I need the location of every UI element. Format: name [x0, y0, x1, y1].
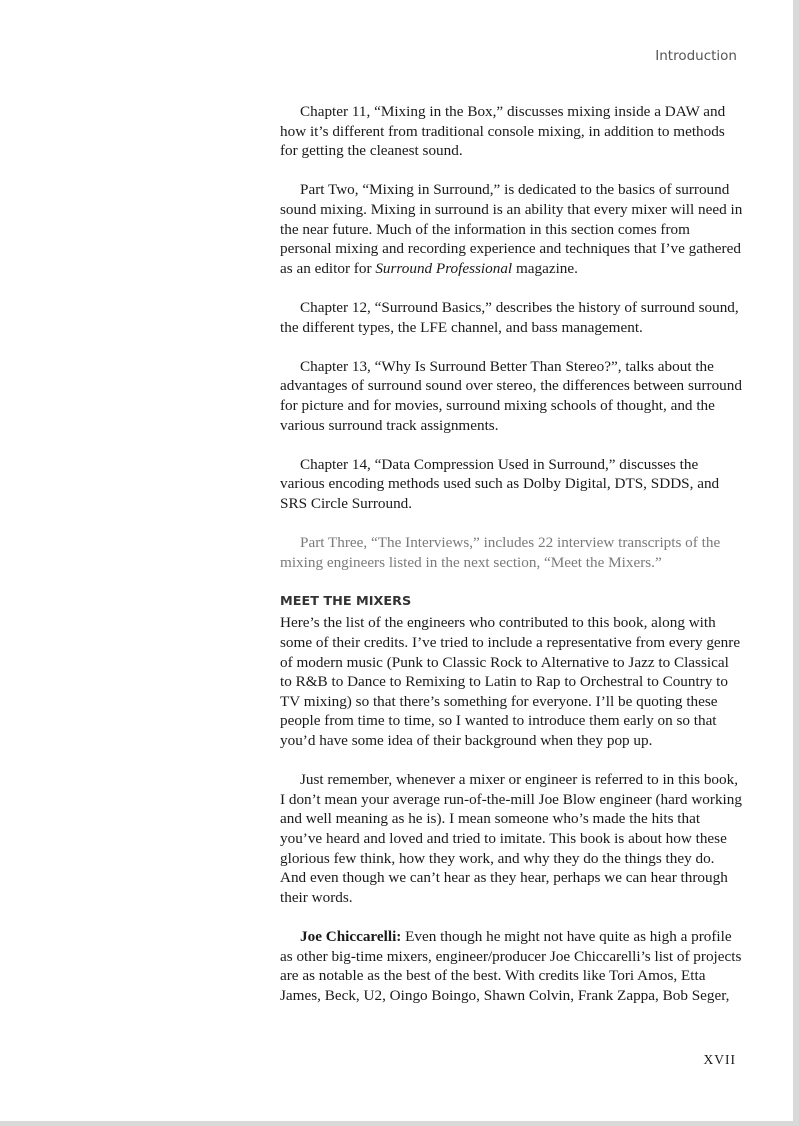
page-number: XVII: [703, 1052, 736, 1067]
body-text: [280, 102, 743, 1025]
mixer-description: Even though he might not have quite as high a profile as other big-time mixers, engineer/producer Joe Chiccarelli’s list of projects are as notable as the best of the best. With credits like Tori Amos, Etta James, Beck, U2, Oingo Boingo, Shawn Colvin, Frank Zappa, Bob Seger,: [280, 927, 742, 1004]
paragraph-mixers-intro: Here’s the list of the engineers who contributed to this book, along with some of their credits. I’ve tried to include a representative from every genre of modern music (Punk to Classic Rock to Alternative to Jazz to Classical to R&B to Dance to Remixing to Latin to Rap to Orchestral to Country to TV mixing) so that there’s something for everyone. I’ll be quoting these people from time to time, so I wanted to introduce them early on so that you’d have some idea of their background when they pop up.: [280, 614, 741, 749]
paragraph-just-remember: Just remember, whenever a mixer or engineer is referred to in this book, I don’t mean your average run-of-the-mill Joe Blow engineer (hard working and well meaning as he is). I mean someone who’s made the hits that you’ve heard and loved and tried to imitate. This book is about how these glorious few think, how they work, and why they do the things they do. And even though we can’t hear as they hear, perhaps we can hear through their words.: [280, 771, 742, 906]
page-edge-right: [793, 0, 799, 1126]
paragraph-part-three: Part Three, “The Interviews,” includes 22 interview transcripts of the mixing engineers listed in the next section, “Meet the Mixers.”: [280, 534, 721, 571]
paragraph-chapter-11: Chapter 11, “Mixing in the Box,” discusses mixing inside a DAW and how it’s different from traditional console mixing, in addition to methods for getting the cleanest sound.: [280, 103, 726, 160]
mixer-name: Joe Chiccarelli:: [300, 927, 402, 945]
paragraph-part-two: [280, 180, 743, 278]
paragraph-joe-chiccarelli: [280, 927, 743, 1005]
part-two-end: magazine.: [512, 259, 578, 277]
page-edge-bottom: [0, 1121, 799, 1126]
part-two-text: Part Two, “Mixing in Surround,” is dedicated to the basics of surround sound mixing. Mixing in surround is an ability that every mixer will need in the near future. Much of the information in this section comes from personal mixing and recording experience and techniques that I’ve gathered as an editor for: [280, 181, 743, 277]
paragraph-chapter-13: Chapter 13, “Why Is Surround Better Than Stereo?”, talks about the advantages of surround sound over stereo, the differences between surround for picture and for movies, surround mixing schools of thought, and the various surround track assignments.: [280, 357, 742, 434]
paragraph-chapter-12: Chapter 12, “Surround Basics,” describes the history of surround sound, the different types, the LFE channel, and bass management.: [280, 298, 739, 336]
magazine-title: Surround Professional: [375, 259, 513, 277]
paragraph-chapter-14: Chapter 14, “Data Compression Used in Surround,” discusses the various encoding methods used such as Dolby Digital, DTS, SDDS, and SRS Circle Surround.: [280, 455, 720, 512]
running-head: Introduction: [655, 48, 737, 64]
section-heading: MEET THE MIXERS: [280, 593, 412, 609]
